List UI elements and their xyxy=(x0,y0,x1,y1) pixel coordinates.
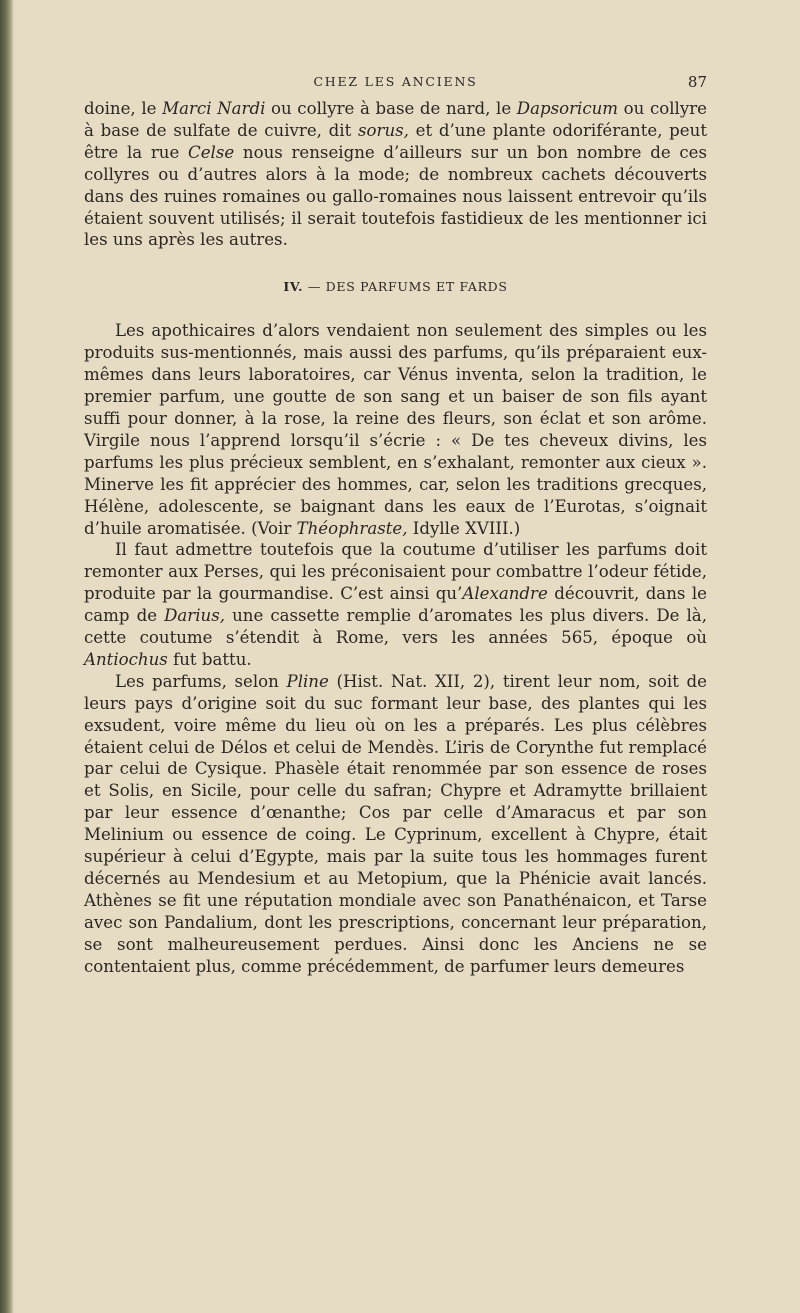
running-head xyxy=(84,68,707,98)
paragraph-pline: Les parfums, selon Pline (Hist. Nat. XII, 2), tirent leur nom, soit de leurs pays d’origine soit du suc formant leur base, des plantes qui les exsudent, voire même du lieu où on les a préparés. Les plus célèbres étaient celui de Délos et celui de Mendès. L’iris de Corynthe fut remplacé par celui de Cysique. Phasèle était renommée par son essence de roses et Solis, en Sicile, pour celle du safran; Chypre et Adramytte brillaient par leur essence d’œnanthe; Cos par celle d’Amaracus et par son Melinium ou essence de coing. Le Cyprinum, excellent à Chypre, était supérieur à celui d’Egypte, mais par la suite tous les hommages furent décernés au Mendesium et au Metopium, que la Phénicie avait lancés. Athènes se fit une réputation mondiale avec son Panathénaicon, et Tarse avec son Pandalium, dont les prescriptions, concernant leur préparation, se sont malheureusement perdues. Ainsi donc les Anciens ne se contentaient plus, comme précédemment, de parfumer leurs demeures xyxy=(84,671,707,976)
book-spine-shadow xyxy=(0,0,14,1313)
paragraph-apothicaires: Les apothicaires d’alors vendaient non seulement des simples ou les produits sus-mentionnés, mais aussi des parfums, qu’ils préparaient eux-mêmes dans leurs laboratoires, car Vénus inventa, selon la tradition, le premier parfum, une goutte de son sang et un baiser de son fils ayant suffi pour donner, à la rose, la reine des fleurs, son éclat et son arôme. Virgile nous l’apprend lorsqu’il s’écrie : « De tes cheveux divins, les parfums les plus précieux semblent, en s’exhalant, remonter aux cieux ». Minerve les fit apprécier des hommes, car, selon les traditions grecques, Hélène, adolescente, se baignant dans les eaux de l’Eurotas, s’oignait d’huile aromatisée. (Voir Théophraste, Idylle XVIII.) xyxy=(84,321,707,538)
section-title: — DES PARFUMS ET FARDS xyxy=(307,279,508,295)
running-title: CHEZ LES ANCIENS xyxy=(313,74,478,89)
paragraph-perses: Il faut admettre toutefois que la coutume d’utiliser les parfums doit remonter aux Perses, qui les préconisaient pour combattre l’odeur fétide, produite par la gourmandise. C’est ainsi qu’Alexandre découvrit, dans le camp de Darius, une cassette remplie d’aromates les plus divers. De là, cette coutume s’étendit à Rome, vers les années 565, époque où Antiochus fut battu. xyxy=(84,540,707,669)
section-number: IV. xyxy=(283,279,304,295)
book-page xyxy=(84,68,707,978)
section-heading xyxy=(84,279,707,294)
page-number: 87 xyxy=(687,73,707,91)
paragraph-continued: doine, le Marci Nardi ou collyre à base de nard, le Dapsoricum ou collyre à base de sulfate de cuivre, dit sorus, et d’une plante odoriférante, peut être la rue Celse nous renseigne d’ailleurs sur un bon nombre de ces collyres ou d’autres alors à la mode; de nombreux cachets découverts dans des ruines romaines ou gallo-romaines nous laissent entrevoir qu’ils étaient souvent utilisés; il serait toutefois fastidieux de les mentionner ici les uns après les autres. xyxy=(84,99,707,250)
